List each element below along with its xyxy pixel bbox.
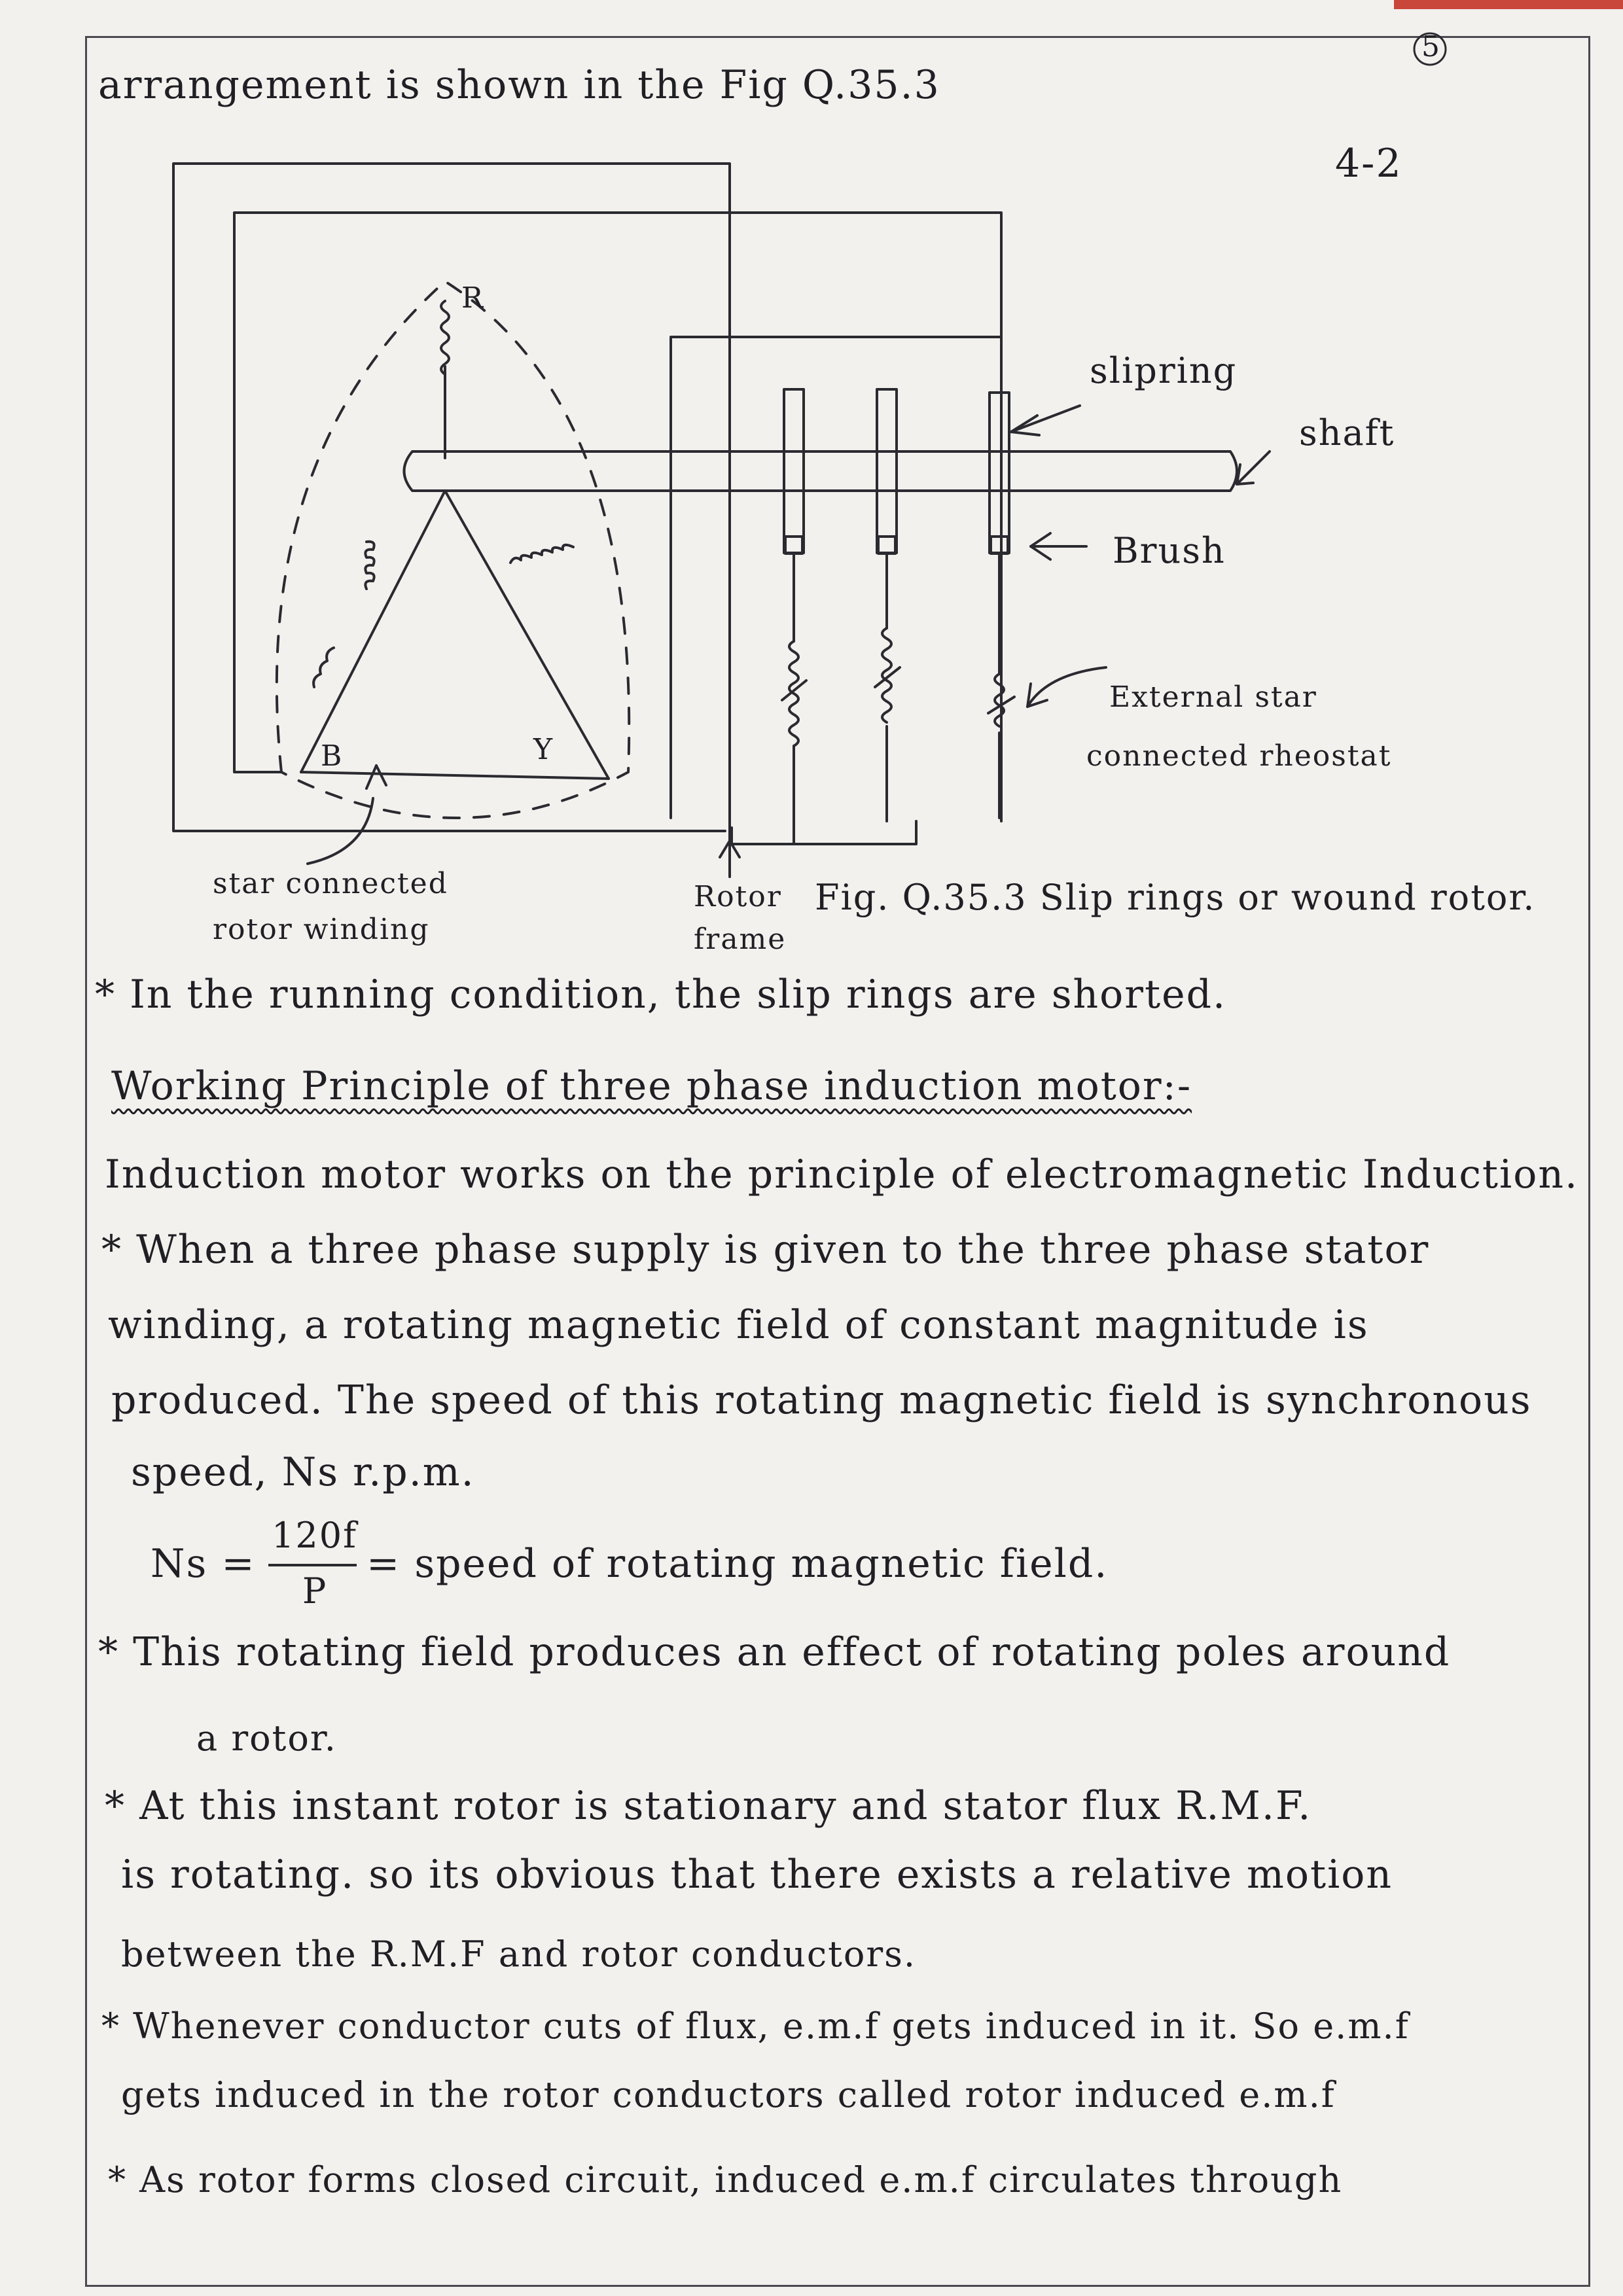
paragraph-1: Induction motor works on the principle of electromagnetic Induction. [105,1152,1579,1197]
paragraph-5-line-1: * Whenever conductor cuts of flux, e.m.f gets induced in it. So e.m.f [101,2005,1410,2047]
third-conductor-loop [732,821,916,844]
paragraph-2-line-2: winding, a rotating magnetic field of constant magnitude is [108,1302,1369,1348]
section-heading: Working Principle of three phase induction motor:- [111,1063,1192,1109]
star-arm-left [301,491,445,772]
label-rotor-frame-2: frame [694,923,787,956]
brush-1 [785,537,802,554]
note-running: * In the running condition, the slip rings are shorted. [95,972,1227,1017]
formula-numerator: 120f [272,1515,358,1556]
label-slipring: slipring [1090,350,1238,391]
paragraph-3-line-1: * This rotating field produces an effect of rotating poles around [98,1629,1451,1675]
formula-fraction-bar [268,1564,357,1566]
brush-2 [878,537,895,554]
paragraph-2-line-4: speed, Ns r.p.m. [131,1449,475,1495]
coil-Y [510,545,573,563]
page-reference: 4-2 [1335,141,1402,186]
shaft [404,451,1238,491]
shaft-pointer [1237,451,1270,484]
paragraph-2-line-1: * When a three phase supply is given to the three phase stator [101,1227,1430,1273]
label-rotor-frame-1: Rotor [694,880,782,913]
slipring-pointer [1011,406,1080,432]
outer-frame-loop [173,164,730,847]
label-rotor-winding-1: star connected [213,867,448,900]
label-rotor-winding-2: rotor winding [213,913,430,946]
formula-lhs: Ns = [151,1541,256,1587]
intro-line: arrangement is shown in the Fig Q.35.3 [98,62,940,108]
formula-rhs: = speed of rotating magnetic field. [366,1541,1109,1587]
page-number: 5 [1421,30,1440,63]
paragraph-4-line-3: between the R.M.F and rotor conductors. [121,1934,917,1975]
label-brush: Brush [1113,530,1226,571]
label-shaft: shaft [1299,412,1395,453]
paragraph-2-line-3: produced. The speed of this rotating magnetic field is synchronous [111,1377,1532,1423]
rotor-frame-dashed [277,281,629,818]
star-bottom [301,772,609,779]
paragraph-4-line-1: * At this instant rotor is stationary and stator flux R.M.F. [105,1783,1312,1829]
paragraph-3-line-2: a rotor. [196,1718,337,1759]
star-arm-right [445,491,609,779]
slip-ring-2 [877,389,897,553]
brush-3 [991,537,1008,554]
winding-pointer-head [366,766,386,788]
coil-B-lower [313,648,334,687]
figure-caption: Fig. Q.35.3 Slip rings or wound rotor. [815,877,1536,918]
label-rheostat-1: External star [1109,680,1317,714]
label-winding-R: R [461,281,485,315]
paragraph-5-line-2: gets induced in the rotor conductors called rotor induced e.m.f [121,2074,1336,2115]
label-winding-Y: Y [533,733,554,766]
paragraph-6-line-1: * As rotor forms closed circuit, induced e.m.f circulates through [108,2159,1343,2200]
slip-ring-figure [0,0,1623,968]
frame-wire-mid [671,337,1001,818]
slip-ring-3 [990,393,1009,553]
slip-ring-1 [784,389,804,553]
label-winding-B: B [321,739,344,773]
coil-B [365,542,374,589]
formula-denominator: P [302,1570,328,1612]
paragraph-4-line-2: is rotating. so its obvious that there exists a relative motion [121,1852,1393,1898]
rheostat-pointer [1027,667,1106,707]
label-rheostat-2: connected rheostat [1086,739,1392,773]
coil-R [441,301,449,374]
